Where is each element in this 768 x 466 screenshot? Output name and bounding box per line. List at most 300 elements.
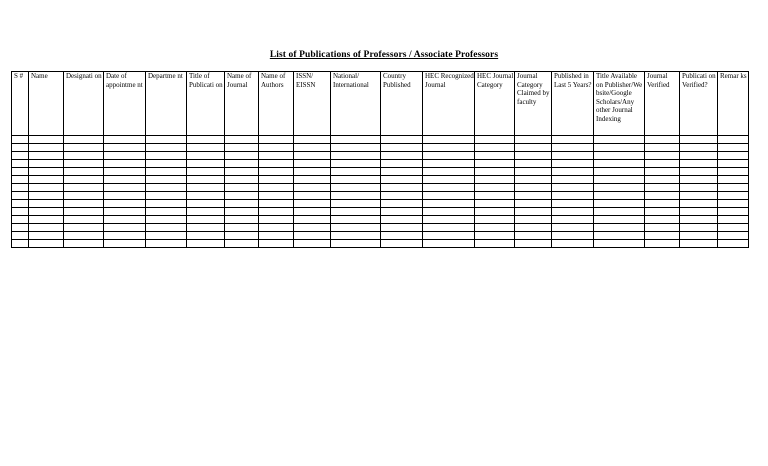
table-cell[interactable] [104,152,146,160]
table-cell[interactable] [146,208,187,216]
table-cell[interactable] [475,168,515,176]
table-cell[interactable] [259,208,294,216]
table-cell[interactable] [552,184,594,192]
table-row [12,208,749,216]
table-cell[interactable] [645,176,680,184]
table-cell[interactable] [331,184,381,192]
table-cell[interactable] [381,232,423,240]
table-cell[interactable] [146,176,187,184]
table-cell[interactable] [12,152,29,160]
table-cell[interactable] [381,176,423,184]
table-cell[interactable] [475,184,515,192]
table-cell[interactable] [331,144,381,152]
table-cell[interactable] [718,176,749,184]
table-cell[interactable] [475,192,515,200]
column-header: Published in Last 5 Years? [552,72,594,136]
table-cell[interactable] [645,224,680,232]
table-cell[interactable] [29,160,64,168]
table-cell[interactable] [29,232,64,240]
table-cell[interactable] [552,216,594,224]
table-cell[interactable] [645,216,680,224]
table-cell[interactable] [515,176,552,184]
table-cell[interactable] [187,224,225,232]
table-cell[interactable] [594,176,645,184]
table-cell[interactable] [423,160,475,168]
table-cell[interactable] [225,160,259,168]
table-cell[interactable] [381,240,423,248]
table-cell[interactable] [104,144,146,152]
table-cell[interactable] [294,240,331,248]
table-cell[interactable] [29,152,64,160]
table-cell[interactable] [12,176,29,184]
table-cell[interactable] [104,160,146,168]
table-cell[interactable] [294,152,331,160]
table-cell[interactable] [187,232,225,240]
table-cell[interactable] [104,232,146,240]
table-cell[interactable] [64,224,104,232]
table-cell[interactable] [331,152,381,160]
table-cell[interactable] [515,136,552,144]
table-cell[interactable] [225,176,259,184]
column-header: S # [12,72,29,136]
table-cell[interactable] [680,152,718,160]
table-cell[interactable] [259,136,294,144]
table-cell[interactable] [515,208,552,216]
table-cell[interactable] [381,168,423,176]
table-row [12,136,749,144]
table-cell[interactable] [423,184,475,192]
table-cell[interactable] [680,224,718,232]
table-cell[interactable] [294,136,331,144]
table-cell[interactable] [594,168,645,176]
table-cell[interactable] [146,240,187,248]
table-cell[interactable] [259,240,294,248]
table-cell[interactable] [645,136,680,144]
table-cell[interactable] [680,160,718,168]
table-cell[interactable] [259,168,294,176]
table-cell[interactable] [515,168,552,176]
table-cell[interactable] [294,232,331,240]
table-cell[interactable] [12,136,29,144]
table-row [12,184,749,192]
table-cell[interactable] [594,192,645,200]
table-cell[interactable] [552,176,594,184]
table-cell[interactable] [552,160,594,168]
table-cell[interactable] [475,152,515,160]
table-cell[interactable] [64,144,104,152]
table-cell[interactable] [423,216,475,224]
table-cell[interactable] [423,144,475,152]
table-cell[interactable] [552,224,594,232]
table-row [12,232,749,240]
table-row [12,216,749,224]
table-cell[interactable] [331,240,381,248]
table-cell[interactable] [187,208,225,216]
column-header: Remar ks [718,72,749,136]
table-cell[interactable] [381,160,423,168]
table-cell[interactable] [104,136,146,144]
table-cell[interactable] [12,232,29,240]
table-cell[interactable] [187,184,225,192]
table-cell[interactable] [718,240,749,248]
table-cell[interactable] [225,232,259,240]
table-cell[interactable] [225,184,259,192]
table-cell[interactable] [29,224,64,232]
table-cell[interactable] [104,240,146,248]
table-cell[interactable] [187,200,225,208]
table-cell[interactable] [64,176,104,184]
publications-table [11,71,749,248]
table-row [12,200,749,208]
table-cell[interactable] [515,200,552,208]
column-header: HEC Journal Category [475,72,515,136]
table-cell[interactable] [552,144,594,152]
table-cell[interactable] [29,144,64,152]
table-cell[interactable] [259,224,294,232]
table-cell[interactable] [29,208,64,216]
table-cell[interactable] [552,232,594,240]
table-cell[interactable] [331,160,381,168]
table-cell[interactable] [718,200,749,208]
table-cell[interactable] [645,240,680,248]
table-cell[interactable] [515,216,552,224]
table-cell[interactable] [515,232,552,240]
table-cell[interactable] [423,208,475,216]
table-cell[interactable] [294,176,331,184]
table-cell[interactable] [146,144,187,152]
table-cell[interactable] [294,224,331,232]
table-cell[interactable] [64,168,104,176]
table-cell[interactable] [29,192,64,200]
table-cell[interactable] [64,184,104,192]
table-cell[interactable] [104,184,146,192]
table-cell[interactable] [331,176,381,184]
table-cell[interactable] [64,200,104,208]
table-cell[interactable] [64,192,104,200]
table-cell[interactable] [12,184,29,192]
table-cell[interactable] [294,192,331,200]
table-cell[interactable] [645,168,680,176]
table-cell[interactable] [29,216,64,224]
table-cell[interactable] [146,224,187,232]
table-cell[interactable] [146,216,187,224]
table-cell[interactable] [718,224,749,232]
table-cell[interactable] [64,136,104,144]
table-cell[interactable] [294,208,331,216]
table-cell[interactable] [331,136,381,144]
table-cell[interactable] [187,216,225,224]
table-cell[interactable] [680,184,718,192]
table-cell[interactable] [146,200,187,208]
table-header-row [12,72,749,136]
table-cell[interactable] [12,144,29,152]
table-cell[interactable] [423,240,475,248]
table-cell[interactable] [645,160,680,168]
table-cell[interactable] [64,152,104,160]
table-cell[interactable] [104,208,146,216]
table-cell[interactable] [515,224,552,232]
table-cell[interactable] [259,192,294,200]
table-cell[interactable] [552,152,594,160]
table-cell[interactable] [294,216,331,224]
table-cell[interactable] [187,136,225,144]
table-cell[interactable] [381,136,423,144]
table-cell[interactable] [29,184,64,192]
table-cell[interactable] [12,160,29,168]
table-cell[interactable] [475,160,515,168]
table-cell[interactable] [718,160,749,168]
table-cell[interactable] [594,160,645,168]
table-cell[interactable] [381,216,423,224]
table-cell[interactable] [680,144,718,152]
table-cell[interactable] [12,192,29,200]
table-cell[interactable] [594,184,645,192]
table-cell[interactable] [12,208,29,216]
column-header: HEC Recognized Journal [423,72,475,136]
table-cell[interactable] [475,144,515,152]
table-cell[interactable] [225,144,259,152]
table-cell[interactable] [12,240,29,248]
table-cell[interactable] [680,176,718,184]
table-cell[interactable] [552,136,594,144]
table-cell[interactable] [718,184,749,192]
table-cell[interactable] [552,192,594,200]
table-cell[interactable] [594,240,645,248]
table-cell[interactable] [259,200,294,208]
table-cell[interactable] [594,232,645,240]
table-cell[interactable] [680,136,718,144]
table-cell[interactable] [331,216,381,224]
table-cell[interactable] [146,136,187,144]
table-cell[interactable] [225,192,259,200]
column-header: Date of appointme nt [104,72,146,136]
table-cell[interactable] [259,232,294,240]
table-cell[interactable] [294,168,331,176]
table-cell[interactable] [645,200,680,208]
table-cell[interactable] [225,152,259,160]
table-cell[interactable] [680,232,718,240]
table-cell[interactable] [680,208,718,216]
table-cell[interactable] [515,160,552,168]
table-cell[interactable] [146,160,187,168]
table-cell[interactable] [12,168,29,176]
table-cell[interactable] [645,192,680,200]
table-row [12,240,749,248]
table-cell[interactable] [475,176,515,184]
table-cell[interactable] [104,192,146,200]
table-cell[interactable] [294,200,331,208]
table-cell[interactable] [64,216,104,224]
table-cell[interactable] [331,192,381,200]
column-header: ISSN/ EISSN [294,72,331,136]
table-cell[interactable] [225,216,259,224]
table-cell[interactable] [259,184,294,192]
table-cell[interactable] [552,200,594,208]
table-cell[interactable] [718,232,749,240]
column-header: Publicati on Verified? [680,72,718,136]
table-cell[interactable] [645,208,680,216]
table-cell[interactable] [423,136,475,144]
table-cell[interactable] [104,224,146,232]
column-header: Journal Category Claimed by faculty [515,72,552,136]
table-cell[interactable] [381,200,423,208]
table-cell[interactable] [29,240,64,248]
table-cell[interactable] [680,200,718,208]
table-row [12,160,749,168]
table-cell[interactable] [381,208,423,216]
table-row [12,176,749,184]
column-header: Title of Publicati on [187,72,225,136]
table-cell[interactable] [225,240,259,248]
table-cell[interactable] [259,152,294,160]
table-cell[interactable] [187,240,225,248]
table-cell[interactable] [12,224,29,232]
table-cell[interactable] [29,136,64,144]
table-cell[interactable] [552,168,594,176]
table-cell[interactable] [104,176,146,184]
table-cell[interactable] [381,224,423,232]
table-cell[interactable] [381,192,423,200]
table-cell[interactable] [423,152,475,160]
table-cell[interactable] [645,184,680,192]
table-cell[interactable] [680,240,718,248]
table-cell[interactable] [718,144,749,152]
table-cell[interactable] [146,168,187,176]
table-cell[interactable] [29,176,64,184]
table-cell[interactable] [680,192,718,200]
table-cell[interactable] [594,152,645,160]
table-cell[interactable] [104,216,146,224]
table-cell[interactable] [331,208,381,216]
table-cell[interactable] [423,232,475,240]
table-cell[interactable] [423,176,475,184]
table-cell[interactable] [331,168,381,176]
table-cell[interactable] [64,208,104,216]
column-header: Name [29,72,64,136]
table-cell[interactable] [12,200,29,208]
table-row [12,192,749,200]
table-cell[interactable] [475,208,515,216]
table-cell[interactable] [718,168,749,176]
table-cell[interactable] [104,168,146,176]
table-cell[interactable] [594,136,645,144]
table-cell[interactable] [475,200,515,208]
table-cell[interactable] [718,216,749,224]
table-cell[interactable] [225,136,259,144]
table-cell[interactable] [259,216,294,224]
table-cell[interactable] [423,224,475,232]
table-cell[interactable] [552,208,594,216]
table-cell[interactable] [259,144,294,152]
table-cell[interactable] [475,136,515,144]
table-cell[interactable] [645,152,680,160]
column-header: Journal Verified [645,72,680,136]
table-cell[interactable] [331,200,381,208]
table-cell[interactable] [515,152,552,160]
table-cell[interactable] [718,152,749,160]
table-cell[interactable] [225,224,259,232]
table-cell[interactable] [146,232,187,240]
table-cell[interactable] [680,168,718,176]
table-cell[interactable] [515,184,552,192]
table-cell[interactable] [29,200,64,208]
table-cell[interactable] [259,160,294,168]
table-cell[interactable] [64,240,104,248]
table-cell[interactable] [680,216,718,224]
table-cell[interactable] [331,232,381,240]
table-cell[interactable] [515,240,552,248]
table-cell[interactable] [187,192,225,200]
table-cell[interactable] [225,208,259,216]
column-header: Name of Journal [225,72,259,136]
table-row [12,224,749,232]
table-cell[interactable] [225,200,259,208]
table-cell[interactable] [423,192,475,200]
document-title: List of Publications of Professors / Associate Professors [269,50,499,60]
table-cell[interactable] [381,152,423,160]
table-cell[interactable] [475,240,515,248]
table-cell[interactable] [594,224,645,232]
table-cell[interactable] [64,232,104,240]
table-row [12,168,749,176]
table-cell[interactable] [594,144,645,152]
column-header: Departme nt [146,72,187,136]
table-cell[interactable] [294,184,331,192]
table-cell[interactable] [104,200,146,208]
column-header: Name of Authors [259,72,294,136]
table-cell[interactable] [475,224,515,232]
table-cell[interactable] [423,200,475,208]
table-cell[interactable] [64,160,104,168]
table-cell[interactable] [146,184,187,192]
table-cell[interactable] [594,200,645,208]
table-cell[interactable] [718,136,749,144]
table-cell[interactable] [645,144,680,152]
table-cell[interactable] [187,152,225,160]
table-cell[interactable] [294,144,331,152]
table-cell[interactable] [515,144,552,152]
column-header: National/ International [331,72,381,136]
table-cell[interactable] [146,152,187,160]
table-cell[interactable] [381,144,423,152]
table-cell[interactable] [331,224,381,232]
table-cell[interactable] [294,160,331,168]
table-cell[interactable] [718,192,749,200]
table-cell[interactable] [187,176,225,184]
table-cell[interactable] [475,232,515,240]
table-cell[interactable] [645,232,680,240]
table-cell[interactable] [29,168,64,176]
table-cell[interactable] [187,144,225,152]
table-cell[interactable] [594,216,645,224]
table-cell[interactable] [187,160,225,168]
table-cell[interactable] [718,208,749,216]
table-cell[interactable] [423,168,475,176]
column-header: Designati on [64,72,104,136]
table-cell[interactable] [225,168,259,176]
column-header: Country Published [381,72,423,136]
table-cell[interactable] [475,216,515,224]
table-cell[interactable] [12,216,29,224]
table-row [12,152,749,160]
table-cell[interactable] [187,168,225,176]
table-cell[interactable] [515,192,552,200]
table-cell[interactable] [259,176,294,184]
table-cell[interactable] [146,192,187,200]
table-cell[interactable] [552,240,594,248]
table-cell[interactable] [594,208,645,216]
table-cell[interactable] [381,184,423,192]
